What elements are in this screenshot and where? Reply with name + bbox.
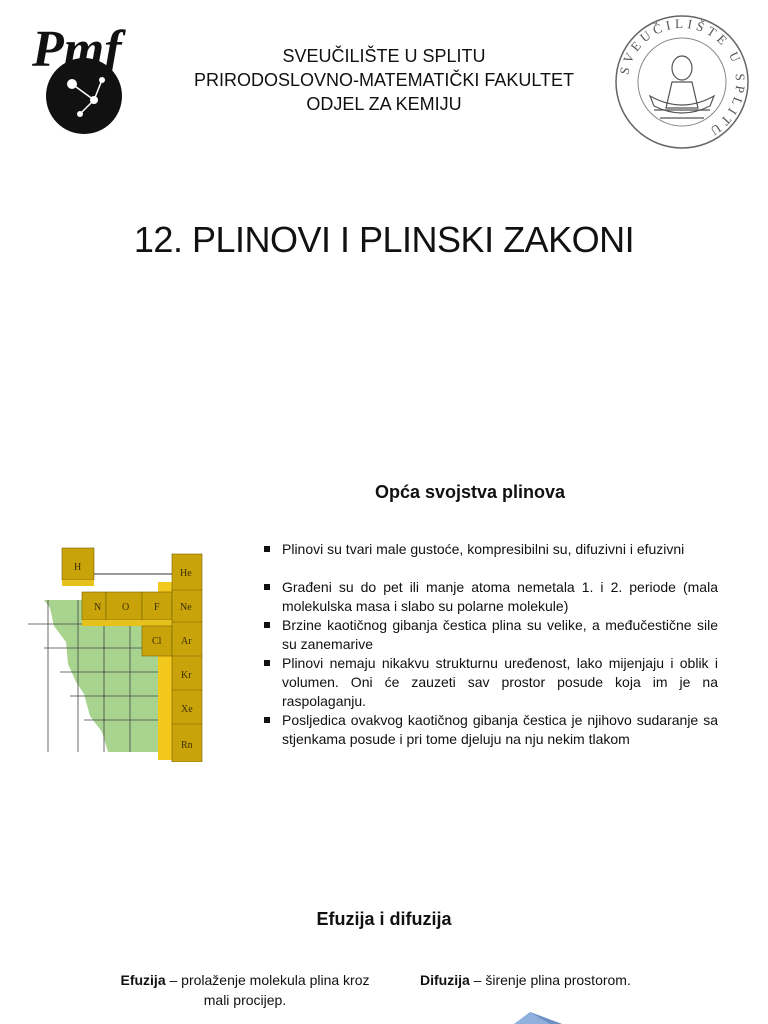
element-ar: Ar — [181, 636, 192, 647]
properties-bullet-list — [262, 540, 718, 749]
term-diffusion: Difuzija — [420, 972, 470, 988]
section-heading-effusion-diffusion: Efuzija i difuzija — [316, 909, 452, 929]
pmf-logo-text: Pmf — [32, 21, 122, 78]
term-effusion: Efuzija — [120, 972, 166, 988]
diffusion-diagram-partial — [500, 1010, 580, 1024]
university-seal — [614, 14, 750, 150]
institution-header — [160, 44, 608, 116]
bullet-item: Plinovi su tvari male gustoće, kompresibilni su, difuzivni i efuzivni — [262, 540, 718, 559]
section-heading-general-properties: Opća svojstva plinova — [374, 482, 566, 502]
pmf-logo — [30, 18, 134, 142]
periodic-table-fragment — [24, 546, 208, 762]
definition-effusion — [120, 970, 370, 1010]
element-h: H — [74, 562, 82, 573]
element-ne: Ne — [180, 602, 192, 613]
document-title: 12. PLINOVI I PLINSKI ZAKONI — [133, 219, 635, 260]
element-n: N — [94, 602, 102, 613]
element-rn: Rn — [181, 740, 193, 751]
header-university: SVEUČILIŠTE U SPLITU — [282, 46, 486, 66]
bullet-item: Posljedica ovakvog kaotičnog gibanja čestica je njihovo sudaranje sa stjenkama posude i pri tome djeluju na nju nekim tlakom — [262, 711, 718, 749]
element-f: F — [154, 602, 160, 613]
bullet-item: Građeni su do pet ili manje atoma nemetala 1. i 2. periode (mala molekulska masa i slabo su polarne molekule) — [262, 578, 718, 616]
definition-diffusion-text: – širenje plina prostorom. — [469, 972, 631, 988]
element-xe: Xe — [181, 704, 193, 715]
element-o: O — [122, 602, 130, 613]
element-kr: Kr — [181, 670, 192, 681]
bullet-item: Brzine kaotičnog gibanja čestica plina su velike, a međučestične sile su zanemarive — [262, 616, 718, 654]
element-cl: Cl — [152, 636, 162, 647]
seal-text: SVEUČILIŠTE U SPLITU — [616, 15, 749, 141]
element-he: He — [180, 568, 192, 579]
definition-diffusion — [420, 970, 680, 990]
bullet-item: Plinovi nemaju nikakvu strukturnu uređenost, lako mijenjaju i oblik i volumen. Oni će zauzeti sav prostor posude koja im je na raspolaganju. — [262, 654, 718, 711]
header-department: ODJEL ZA KEMIJU — [306, 94, 462, 114]
header-faculty: PRIRODOSLOVNO-MATEMATIČKI FAKULTET — [193, 70, 575, 90]
definition-effusion-text: – prolaženje molekula plina kroz mali procijep. — [165, 972, 370, 1008]
